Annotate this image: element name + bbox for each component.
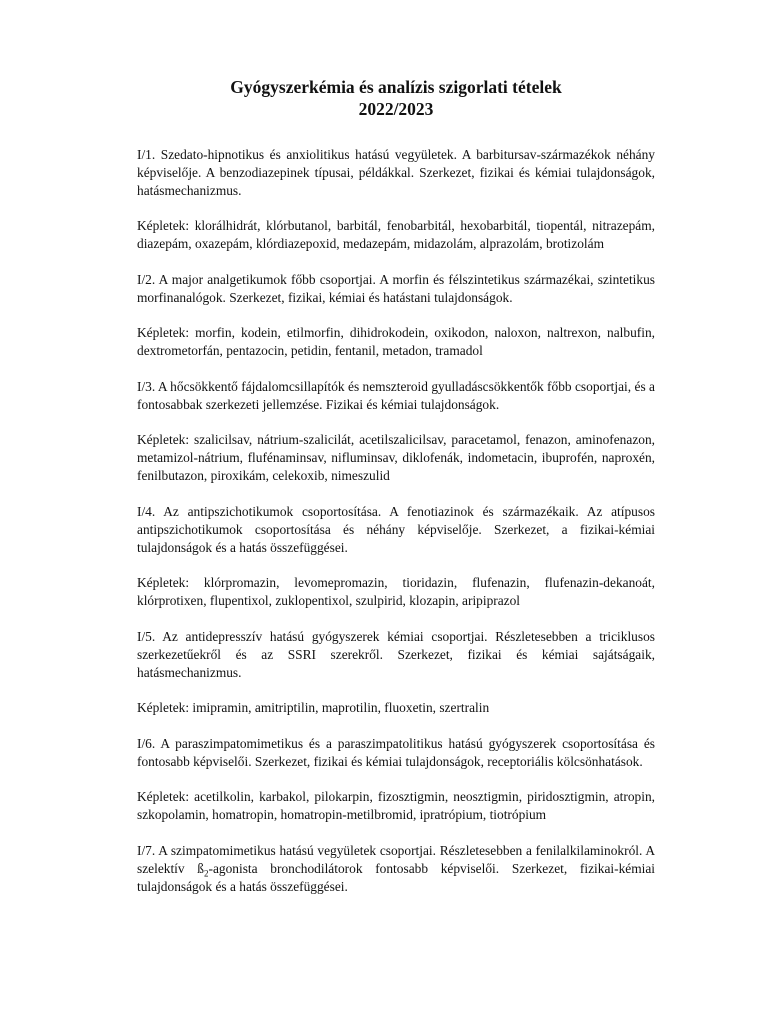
section-4-topic: I/4. Az antipszichotikumok csoportosítása. A fenotiazinok és származékaik. Az atípusos antipszichotikumok csoportosítása és néhány képviselője. Szerkezet, a fizikai-kémiai tulajdonságok és a hatás összefüggései. xyxy=(137,504,655,555)
document-page xyxy=(137,76,655,913)
section-3-formulas: Képletek: szalicilsav, nátrium-szalicilát, acetilszalicilsav, paracetamol, fenazon, aminofenazon, metamizol-nátrium, flufénaminsav, nifluminsav, diklofenák, indometacin, ibuprofén, naproxén, fenilbutazon, piroxikám, celekoxib, nimeszulid xyxy=(137,432,655,483)
section-2-formulas: Képletek: morfin, kodein, etilmorfin, dihidrokodein, oxikodon, naloxon, naltrexon, nalbufin, dextrometorfán, pentazocin, petidin, fentanil, metadon, tramadol xyxy=(137,325,655,358)
section-6-formulas: Képletek: acetilkolin, karbakol, pilokarpin, fizosztigmin, neosztigmin, piridosztigmin, atropin, szkopolamin, homatropin, homatropin-metilbromid, ipratrópium, tiotrópium xyxy=(137,789,655,822)
section-5-formulas: Képletek: imipramin, amitriptilin, maprotilin, fluoxetin, szertralin xyxy=(137,700,490,715)
section-1-formulas: Képletek: klorálhidrát, klórbutanol, barbitál, fenobarbitál, hexobarbitál, tiopentál, nitrazepám, diazepám, oxazepám, klórdiazepoxid, medazepám, midazolám, alprazolám, brotizolám xyxy=(137,218,655,251)
section-5-topic: I/5. Az antidepresszív hatású gyógyszerek kémiai csoportjai. Részletesebben a triciklusos szerkezetűekről és az SSRI szerekről. Szerkezet, fizikai és kémiai sajátságaik, hatásmechanizmus. xyxy=(137,629,655,680)
section-2-topic: I/2. A major analgetikumok főbb csoportjai. A morfin és félszintetikus származékai, szintetikus morfinanalógok. Szerkezet, fizikai, kémiai és hatástani tulajdonságok. xyxy=(137,272,655,305)
section-3-topic: I/3. A hőcsökkentő fájdalomcsillapítók és nemszteroid gyulladáscsökkentők főbb csoportjai, és a fontosabbak szerkezeti jellemzése. Fizikai és kémiai tulajdonságok. xyxy=(137,379,655,412)
title-line-1: Gyógyszerkémia és analízis szigorlati tételek xyxy=(230,77,562,97)
document-title xyxy=(137,76,655,120)
section-7-topic-part-1: I/7. A szimpatomimetikus hatású vegyületek csoportjai. Részletesebben a fenilalkilaminokról. A szelektív ß xyxy=(137,843,655,876)
section-7-topic-subscript: 2 xyxy=(204,868,209,879)
section-4-formulas: Képletek: klórpromazin, levomepromazin, tioridazin, flufenazin, flufenazin-dekanoát, klórprotixen, flupentixol, zuklopentixol, szulpirid, klozapin, aripiprazol xyxy=(137,575,655,608)
section-6-topic: I/6. A paraszimpatomimetikus és a paraszimpatolitikus hatású gyógyszerek csoportosítása és fontosabb képviselői. Szerkezet, fizikai és kémiai tulajdonságok, receptoriális kölcsönhatások. xyxy=(137,736,655,769)
section-7-topic xyxy=(137,842,655,896)
section-1-topic: I/1. Szedato-hipnotikus és anxiolitikus hatású vegyületek. A barbitursav-származékok néhány képviselője. A benzodiazepinek típusai, példákkal. Szerkezet, fizikai és kémiai tulajdonságok, hatásmechanizmus. xyxy=(137,147,655,198)
title-line-2: 2022/2023 xyxy=(358,99,434,119)
section-7-topic-part-2: -agonista bronchodilátorok fontosabb képviselői. Szerkezet, fizikai-kémiai tulajdonságok és a hatás összefüggései. xyxy=(137,861,656,894)
